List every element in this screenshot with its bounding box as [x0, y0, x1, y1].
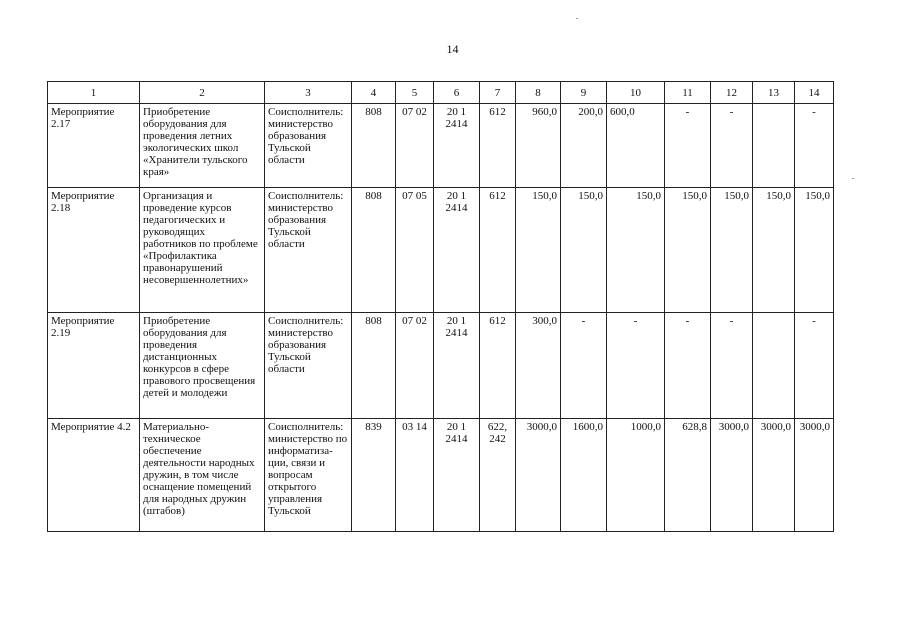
executor-cell: Соисполнитель: министерство образования Тульской области [265, 104, 352, 188]
page-number: 14 [446, 42, 459, 56]
value-cell: 150,0 [516, 188, 561, 313]
code-cell: 808 [352, 104, 396, 188]
scan-speck [852, 178, 854, 179]
table-row [48, 104, 834, 188]
value-cell: 3000,0 [516, 419, 561, 532]
value-cell: 150,0 [665, 188, 711, 313]
code-cell: 07 05 [396, 188, 434, 313]
header-cell: 1 [48, 82, 140, 104]
code-cell: 20 1 2414 [434, 188, 480, 313]
code-cell: 612 [480, 104, 516, 188]
value-cell [753, 313, 795, 419]
value-cell: 150,0 [711, 188, 753, 313]
table-row [48, 188, 834, 313]
value-cell: 3000,0 [711, 419, 753, 532]
value-cell: 628,8 [665, 419, 711, 532]
code-cell: 839 [352, 419, 396, 532]
event-cell: Мероприятие 2.17 [48, 104, 140, 188]
header-row [48, 82, 834, 104]
value-cell [753, 104, 795, 188]
header-cell: 11 [665, 82, 711, 104]
event-cell: Мероприятие 4.2 [48, 419, 140, 532]
header-cell: 5 [396, 82, 434, 104]
code-cell: 808 [352, 188, 396, 313]
code-cell: 612 [480, 313, 516, 419]
header-cell: 12 [711, 82, 753, 104]
value-cell: - [795, 313, 834, 419]
value-cell: 300,0 [516, 313, 561, 419]
scan-speck [576, 18, 578, 19]
value-cell: 960,0 [516, 104, 561, 188]
value-cell: 200,0 [561, 104, 607, 188]
header-cell: 9 [561, 82, 607, 104]
header-cell: 6 [434, 82, 480, 104]
code-cell: 03 14 [396, 419, 434, 532]
event-cell: Мероприятие 2.19 [48, 313, 140, 419]
header-cell: 3 [265, 82, 352, 104]
code-cell: 20 1 2414 [434, 104, 480, 188]
value-cell: 150,0 [607, 188, 665, 313]
code-cell: 20 1 2414 [434, 313, 480, 419]
value-cell: 600,0 [607, 104, 665, 188]
header-cell: 4 [352, 82, 396, 104]
value-cell: - [795, 104, 834, 188]
value-cell: 150,0 [753, 188, 795, 313]
code-cell: 07 02 [396, 104, 434, 188]
code-cell: 20 1 2414 [434, 419, 480, 532]
title-cell: Организация и проведение курсов педагогических и руководящих работников по проблеме «Профилактика правонарушений несовершеннолетних» [140, 188, 265, 313]
value-cell: - [607, 313, 665, 419]
value-cell: 150,0 [561, 188, 607, 313]
header-cell: 2 [140, 82, 265, 104]
header-cell: 7 [480, 82, 516, 104]
event-cell: Мероприятие 2.18 [48, 188, 140, 313]
header-cell: 10 [607, 82, 665, 104]
header-cell: 13 [753, 82, 795, 104]
value-cell: - [665, 313, 711, 419]
table-row [48, 313, 834, 419]
table-row [48, 419, 834, 532]
code-cell: 07 02 [396, 313, 434, 419]
value-cell: 3000,0 [753, 419, 795, 532]
value-cell: - [711, 313, 753, 419]
code-cell: 808 [352, 313, 396, 419]
header-cell: 8 [516, 82, 561, 104]
executor-cell: Соисполнитель: министерство образования Тульской области [265, 313, 352, 419]
code-cell: 622, 242 [480, 419, 516, 532]
value-cell: 3000,0 [795, 419, 834, 532]
value-cell: - [665, 104, 711, 188]
executor-cell: Соисполнитель: министерство по информатиза-ции, связи и вопросам открытого управления Тульской [265, 419, 352, 532]
value-cell: 150,0 [795, 188, 834, 313]
value-cell: 1600,0 [561, 419, 607, 532]
value-cell: - [711, 104, 753, 188]
title-cell: Приобретение оборудования для проведения летних экологических школ «Хранители тульского края» [140, 104, 265, 188]
value-cell: - [561, 313, 607, 419]
code-cell: 612 [480, 188, 516, 313]
value-cell: 1000,0 [607, 419, 665, 532]
title-cell: Материально-техническое обеспечение деятельности народных дружин, в том числе оснащение помещений для народных дружин (штабов) [140, 419, 265, 532]
title-cell: Приобретение оборудования для проведения дистанционных конкурсов в сфере правового просвещения детей и молодежи [140, 313, 265, 419]
executor-cell: Соисполнитель: министерство образования Тульской области [265, 188, 352, 313]
budget-table [47, 81, 834, 532]
header-cell: 14 [795, 82, 834, 104]
